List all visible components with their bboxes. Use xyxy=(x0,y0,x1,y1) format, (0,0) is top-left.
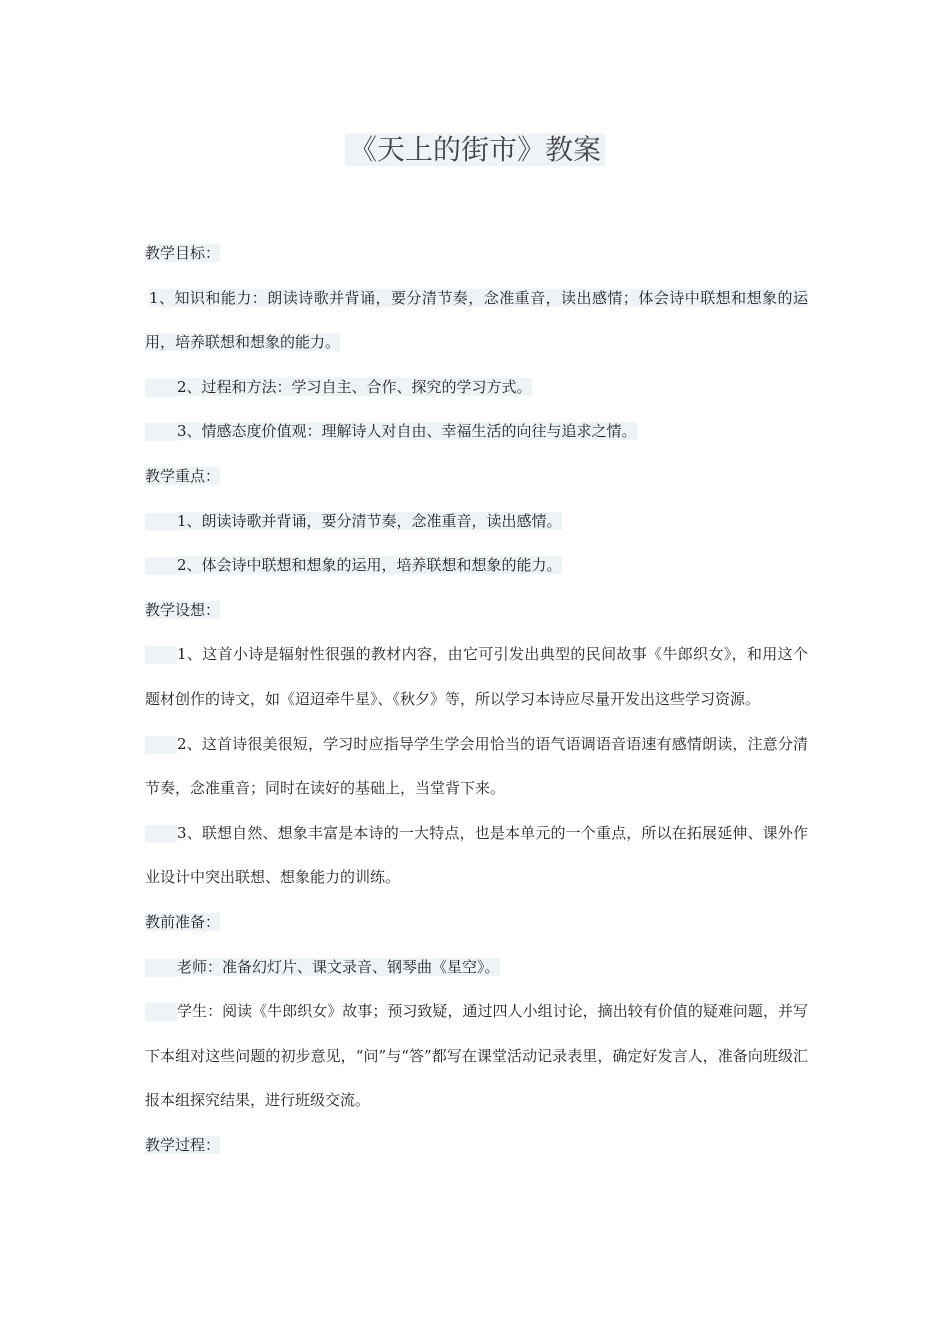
paragraph xyxy=(145,811,808,900)
heading-text: 教学重点： xyxy=(145,466,221,485)
heading-text: 教学设想： xyxy=(145,600,221,619)
paragraph xyxy=(145,945,808,990)
paragraph xyxy=(145,499,808,544)
indent xyxy=(145,736,177,754)
indent xyxy=(145,825,177,843)
paragraph-text: 1、知识和能力：朗读诗歌并背诵，要分清节奏，念准重音，读出感情；体会诗中联想和想象的运用，培养联想和想象的能力。 xyxy=(145,288,808,352)
paragraph xyxy=(145,276,808,365)
heading-text: 教前准备： xyxy=(145,912,221,931)
paragraph-text: 1、这首小诗是辐射性很强的教材内容，由它可引发出典型的民间故事《牛郎织女》，和用这个题材创作的诗文，如《迢迢牵牛星》、《秋夕》等，所以学习本诗应尽量开发出这些学习资源。 xyxy=(145,645,808,708)
heading-text: 教学目标： xyxy=(145,244,221,262)
indent xyxy=(145,557,177,575)
section-heading-key-points xyxy=(145,454,808,499)
document-body xyxy=(145,231,808,1167)
section-heading-objectives xyxy=(145,231,808,276)
indent xyxy=(145,379,177,397)
indent xyxy=(145,1003,177,1021)
paragraph xyxy=(145,543,808,588)
section-heading-teaching-ideas xyxy=(145,588,808,633)
paragraph-text: 3、情感态度价值观：理解诗人对自由、幸福生活的向往与追求之情。 xyxy=(177,422,637,441)
paragraph xyxy=(145,989,808,1123)
paragraph xyxy=(145,632,808,721)
indent xyxy=(145,959,177,977)
paragraph-text: 2、过程和方法：学习自主、合作、探究的学习方式。 xyxy=(177,377,532,396)
indent xyxy=(145,646,177,664)
heading-text: 教学过程： xyxy=(145,1135,221,1154)
paragraph-text: 学生：阅读《牛郎织女》故事；预习致疑，通过四人小组讨论，摘出较有价值的疑难问题，并写下本组对这些问题的初步意见，“问”与“答”都写在课堂活动记录表里，确定好发言人，准备向班级汇报本组探究结果，进行班级交流。 xyxy=(145,1002,808,1110)
indent xyxy=(145,423,177,441)
paragraph xyxy=(145,365,808,410)
section-heading-preparation xyxy=(145,900,808,945)
paragraph-text: 2、体会诗中联想和想象的运用，培养联想和想象的能力。 xyxy=(177,556,562,575)
section-heading-process xyxy=(145,1123,808,1168)
paragraph-text: 3、联想自然、想象丰富是本诗的一大特点，也是本单元的一个重点，所以在拓展延伸、课外作业设计中突出联想、想象能力的训练。 xyxy=(145,823,808,887)
document-title xyxy=(0,128,950,172)
paragraph-text: 老师：准备幻灯片、课文录音、钢琴曲《星空》。 xyxy=(177,957,500,976)
paragraph xyxy=(145,722,808,811)
document-title-text: 《天上的街市》教案 xyxy=(345,133,605,166)
paragraph-text: 2、这首诗很美很短，学习时应指导学生学会用恰当的语气语调语音语速有感情朗读，注意分清节奏，念准重音；同时在读好的基础上，当堂背下来。 xyxy=(145,734,808,798)
paragraph-text: 1、朗读诗歌并背诵，要分清节奏，念准重音，读出感情。 xyxy=(177,511,562,530)
paragraph xyxy=(145,409,808,454)
indent xyxy=(145,513,177,531)
